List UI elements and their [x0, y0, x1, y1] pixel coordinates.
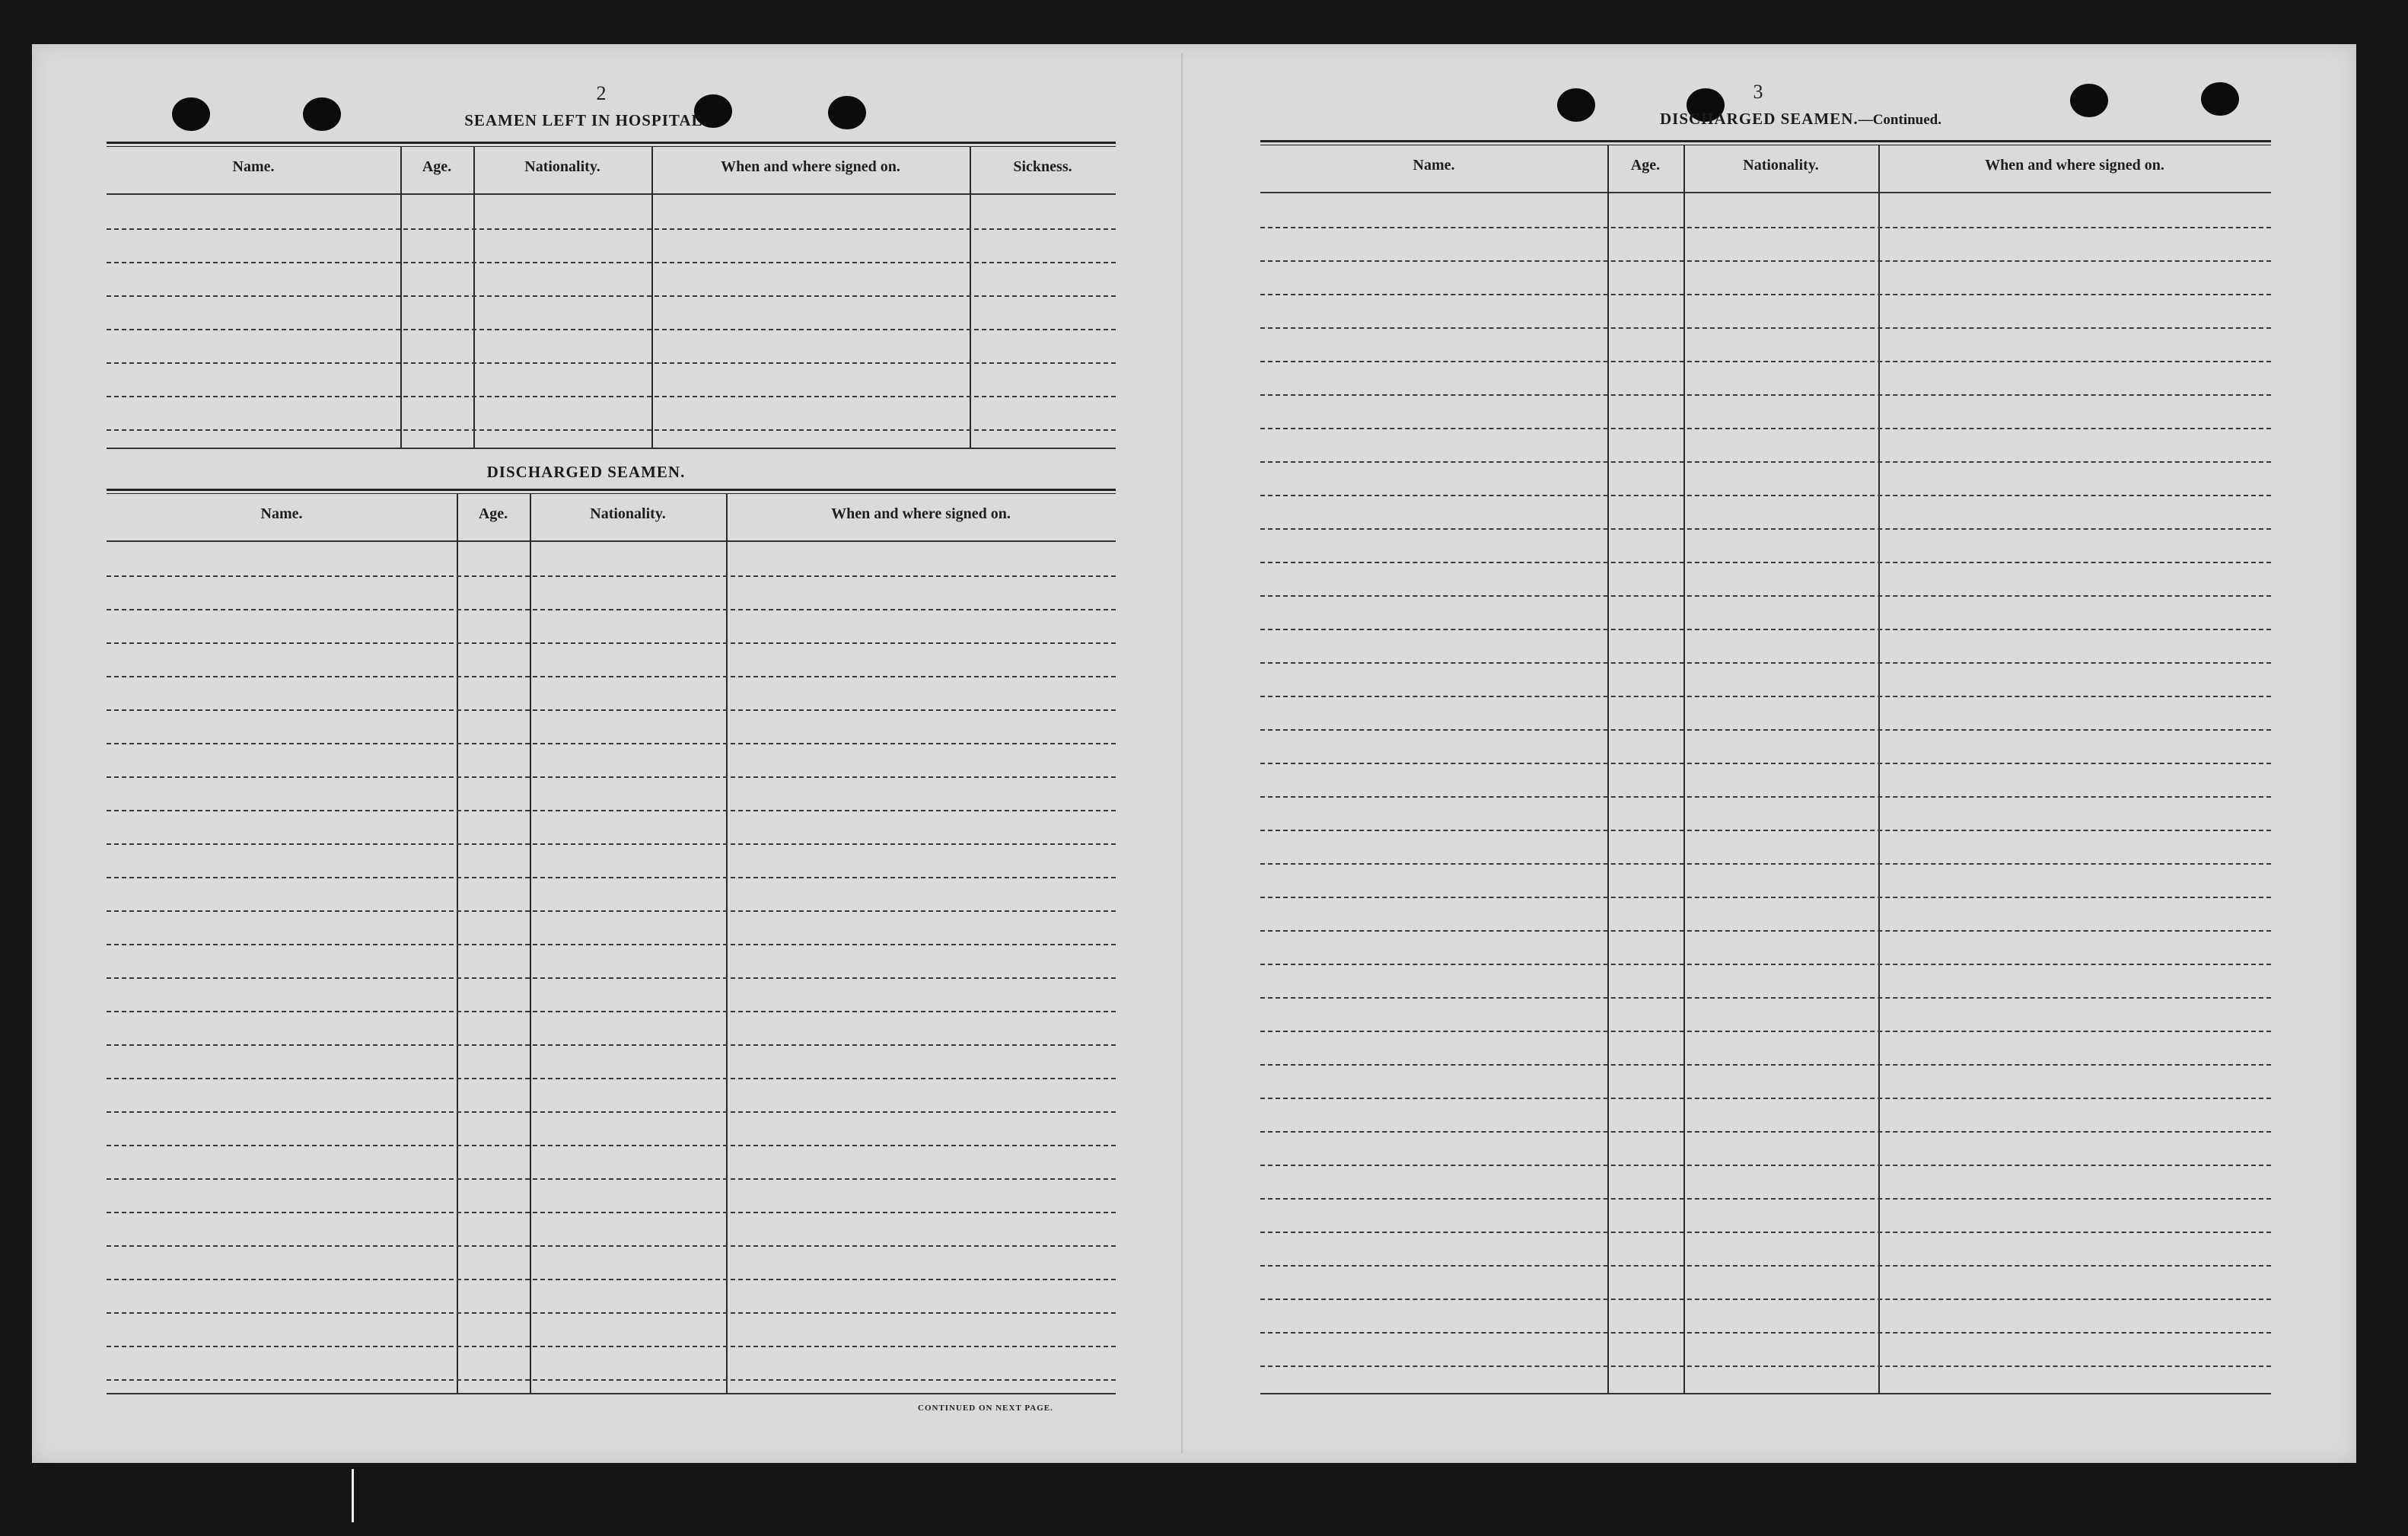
- right-col-nationality: Nationality.: [1743, 157, 1819, 174]
- entry-line: [107, 429, 1116, 431]
- entry-line: [107, 1078, 1116, 1079]
- entry-line: [107, 1279, 1116, 1280]
- entry-line: [1260, 1299, 2271, 1300]
- discharged-continued-title: [1603, 110, 1999, 129]
- paper-sheet: [32, 44, 2356, 1463]
- right-col-divider: [1683, 145, 1685, 1393]
- entry-line: [1260, 897, 2271, 898]
- discharged-col-nationality: Nationality.: [590, 505, 666, 522]
- entry-line: [107, 642, 1116, 644]
- right-col-name: Name.: [1413, 157, 1455, 174]
- punch-hole: [1557, 88, 1595, 122]
- entry-line: [1260, 729, 2271, 731]
- entry-line: [107, 1111, 1116, 1113]
- entry-line: [1260, 763, 2271, 764]
- entry-line: [107, 396, 1116, 397]
- discharged-top-rule: [107, 489, 1116, 494]
- entry-line: [107, 709, 1116, 711]
- entry-line: [1260, 696, 2271, 697]
- entry-line: [1260, 1031, 2271, 1032]
- entry-line: [107, 329, 1116, 330]
- entry-line: [1260, 260, 2271, 262]
- entry-line: [107, 944, 1116, 945]
- entry-line: [107, 362, 1116, 364]
- right-col-signed-on: When and where signed on.: [1985, 157, 2164, 174]
- entry-line: [107, 1044, 1116, 1046]
- entry-line: [1260, 227, 2271, 228]
- discharged-col-signed-on: When and where signed on.: [831, 505, 1011, 522]
- entry-line: [107, 977, 1116, 979]
- entry-line: [107, 1178, 1116, 1180]
- entry-line: [1260, 495, 2271, 496]
- entry-line: [1260, 1332, 2271, 1334]
- hospital-bottom-rule: [107, 448, 1116, 449]
- entry-line: [107, 1011, 1116, 1012]
- right-col-age: Age.: [1630, 157, 1661, 174]
- discharged-section-title: DISCHARGED SEAMEN.: [486, 463, 686, 481]
- entry-line: [107, 1212, 1116, 1213]
- entry-line: [1260, 1198, 2271, 1200]
- discharged-col-age: Age.: [478, 505, 508, 522]
- hospital-header-rule: [107, 193, 1116, 195]
- entry-line: [1260, 1265, 2271, 1267]
- entry-line: [1260, 1366, 2271, 1367]
- entry-line: [107, 262, 1116, 263]
- punch-hole: [303, 97, 341, 131]
- entry-line: [107, 1379, 1116, 1381]
- hospital-col-signed-on: When and where signed on.: [721, 158, 900, 175]
- right-header-rule: [1260, 192, 2271, 193]
- discharged-title-text: DISCHARGED SEAMEN.: [1660, 110, 1859, 128]
- entry-line: [1260, 394, 2271, 396]
- hospital-col-divider: [970, 146, 971, 448]
- entry-line: [1260, 997, 2271, 999]
- punch-hole: [2201, 82, 2239, 116]
- entry-line: [107, 843, 1116, 845]
- entry-line: [1260, 796, 2271, 798]
- page-number: 2: [596, 82, 607, 104]
- entry-line: [107, 609, 1116, 610]
- hospital-col-divider: [400, 146, 402, 448]
- discharged-col-divider: [726, 493, 728, 1393]
- entry-line: [107, 776, 1116, 778]
- entry-line: [1260, 930, 2271, 932]
- entry-line: [107, 676, 1116, 677]
- entry-line: [1260, 428, 2271, 429]
- entry-line: [107, 295, 1116, 297]
- entry-line: [1260, 1165, 2271, 1166]
- entry-line: [1260, 361, 2271, 362]
- hospital-col-sickness: Sickness.: [1013, 158, 1072, 175]
- hospital-col-nationality: Nationality.: [524, 158, 600, 175]
- hospital-top-rule: [107, 142, 1116, 147]
- entry-line: [107, 1245, 1116, 1247]
- entry-line: [1260, 1064, 2271, 1066]
- hospital-col-name: Name.: [232, 158, 275, 175]
- entry-line: [1260, 528, 2271, 530]
- entry-line: [1260, 461, 2271, 463]
- right-top-rule: [1260, 140, 2271, 145]
- entry-line: [1260, 863, 2271, 865]
- entry-line: [107, 228, 1116, 230]
- entry-line: [107, 1145, 1116, 1146]
- entry-line: [107, 810, 1116, 811]
- discharged-col-divider: [530, 493, 531, 1393]
- hospital-col-divider: [651, 146, 653, 448]
- discharged-col-name: Name.: [260, 505, 303, 522]
- entry-line: [1260, 327, 2271, 329]
- hospital-col-divider: [473, 146, 475, 448]
- entry-line: [1260, 964, 2271, 965]
- scan-mark: [352, 1469, 354, 1522]
- center-fold: [1181, 53, 1183, 1454]
- entry-line: [1260, 662, 2271, 664]
- hospital-section-title: SEAMEN LEFT IN HOSPITAL.: [464, 111, 708, 129]
- entry-line: [107, 743, 1116, 744]
- entry-line: [1260, 1232, 2271, 1233]
- discharged-col-divider: [457, 493, 458, 1393]
- discharged-bottom-rule: [107, 1393, 1116, 1394]
- entry-line: [1260, 1098, 2271, 1099]
- entry-line: [107, 575, 1116, 577]
- page-number: 3: [1753, 81, 1763, 103]
- entry-line: [107, 1346, 1116, 1347]
- entry-line: [1260, 830, 2271, 831]
- punch-hole: [2070, 84, 2108, 117]
- entry-line: [1260, 562, 2271, 563]
- entry-line: [107, 910, 1116, 912]
- entry-line: [1260, 294, 2271, 295]
- continued-footnote: CONTINUED ON NEXT PAGE.: [918, 1404, 1053, 1413]
- punch-hole: [828, 96, 866, 129]
- punch-hole: [172, 97, 210, 131]
- right-col-divider: [1878, 145, 1880, 1393]
- entry-line: [1260, 1131, 2271, 1133]
- continued-label: —Continued.: [1858, 112, 1941, 128]
- right-col-divider: [1607, 145, 1609, 1393]
- discharged-header-rule: [107, 540, 1116, 542]
- entry-line: [1260, 629, 2271, 630]
- entry-line: [1260, 595, 2271, 597]
- hospital-col-age: Age.: [422, 158, 452, 175]
- entry-line: [107, 1312, 1116, 1314]
- entry-line: [107, 877, 1116, 878]
- right-bottom-rule: [1260, 1393, 2271, 1394]
